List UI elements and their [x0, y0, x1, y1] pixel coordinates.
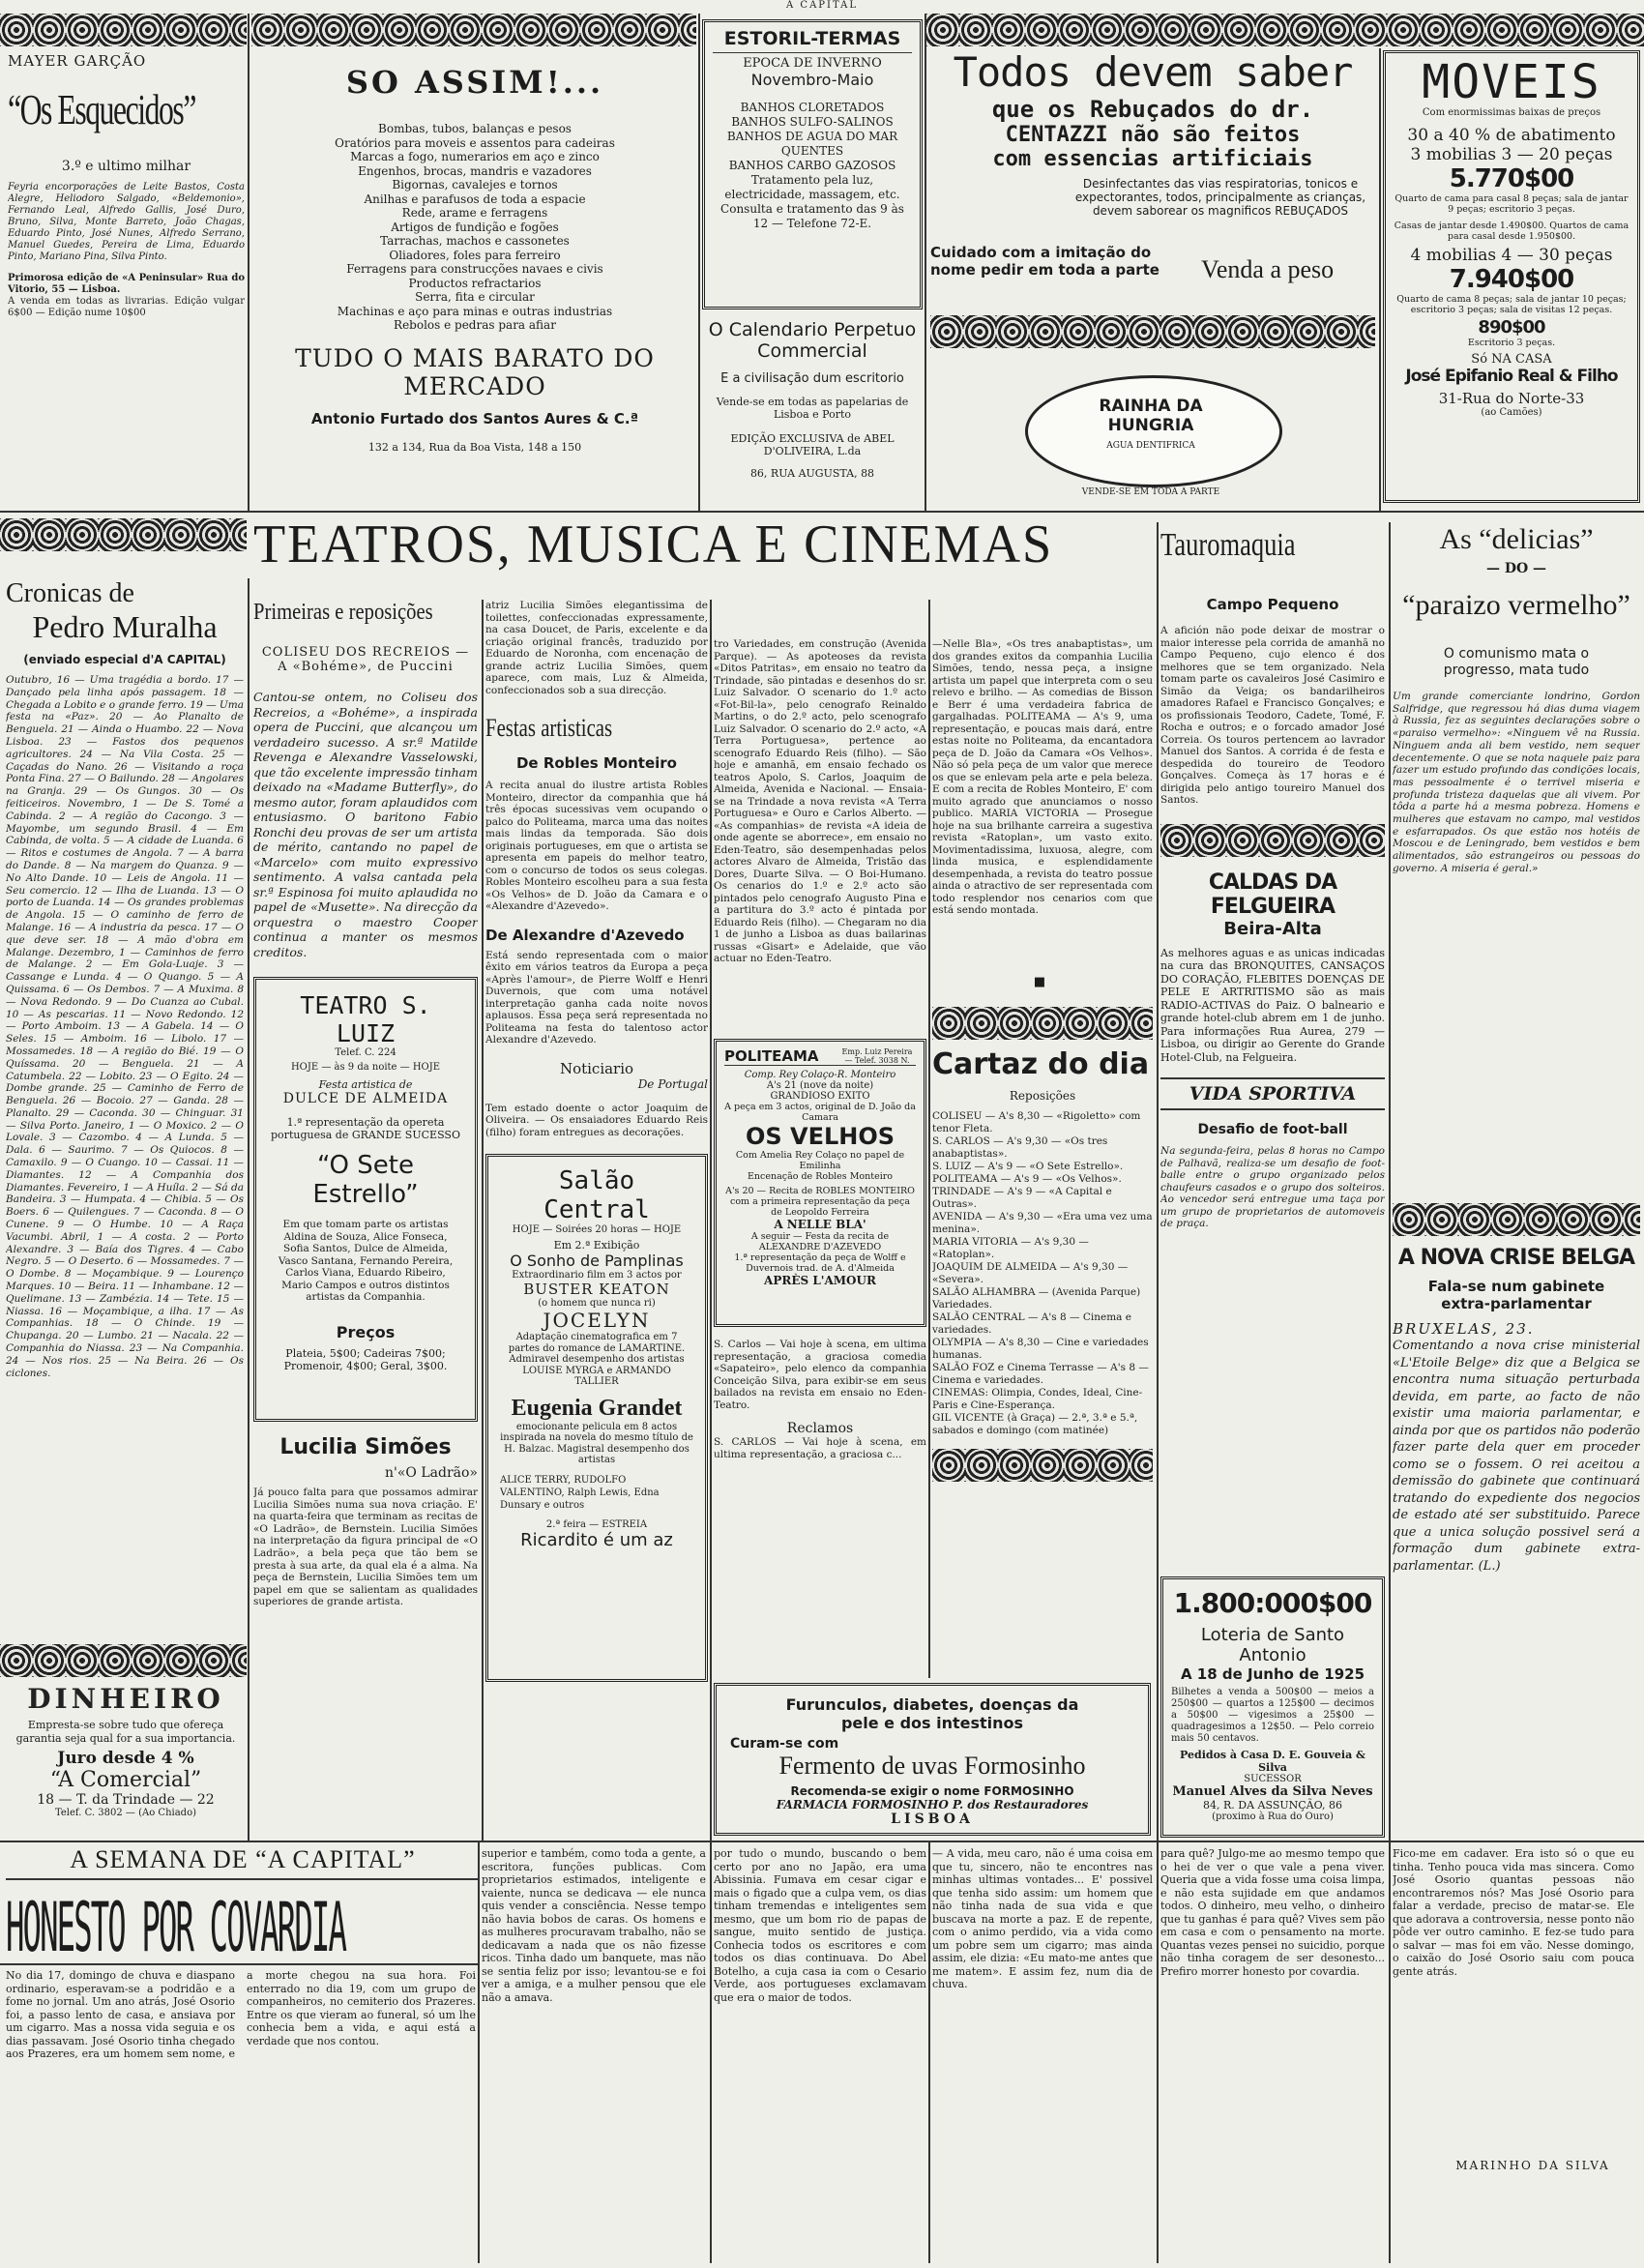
ad-dinheiro	[8, 1683, 244, 1838]
rule-bottom-sep	[0, 1963, 480, 1965]
loteria-text: Bilhetes a venda a 500$00 — meios a 250$00 — quartos a 125$00 — decimos a 50$00 — vigesimos a 25$00 — quadragesimos a 12$50. — Pelo correio mais 50 centavos.	[1171, 1687, 1374, 1744]
estoril-months: Novembro-Maio	[750, 71, 874, 89]
bottom-header	[6, 1845, 480, 1961]
so-assim-item: Engenhos, brocas, mandris e vazadores	[358, 163, 592, 178]
centazzi-ornament	[930, 315, 1375, 348]
moveis-title: MOVEIS	[1422, 55, 1601, 109]
bottom-rule	[1157, 1842, 1159, 2263]
loteria-name: Manuel Alves da Silva Neves	[1172, 1784, 1373, 1799]
masthead: A CAPITAL	[786, 0, 858, 11]
cartaz-item: TRINDADE — A's 9 — «A Capital e Outras».	[932, 1186, 1112, 1210]
noticiario-text: Tem estado doente o actor Joaquim de Oliveira. — Os ensaiadores Eduardo Reis (filho) foram entregues as decorações.	[485, 1102, 708, 1138]
col4-text-top: tro Variedades, em construção (Avenida Parque). — As apoteoses da revista «Ditos Patritas», em ensaio no teatro da Trindade, são pintadas e desenhos do sr. Luiz Salvador. O scenario do 1.º acto «Fot-Bil-la», pelo cenografo Reinaldo Martins, o do 2.º acto, pelo scenografo Luiz Salvador. O scenario do 2.º acto, «A Terra Portuguesa», pertence ao scenografo Eduardo Reis (filho). — São hoje e amanhã, em ensaio fechado os teatros Apolo, S. Carlos, Joaquim de Almeida, Avenida e Nacional. — Ensaia-se na Trindade a nova revista «A Terra Portuguesa» e Ouro e Carlos Alberto. — «As companhias» de revista «A ideia de onde agente se aborrece», em ensaio no Eden-Teatro, são desempenhadas pelos actores Alvaro de Almeida, Tristão das Dores, Duarte Silva. — O Boi-Humano. Os cenarios do 1.º e 2.º acto são pintados pelo cenografo Augusto Pina e a partitura do 3.º acto é pintada por Eduardo Reis (filho). — Chegaram no dia 1 de junho a Lisboa as duas bailarinas russas «Gisart» e Adelaide, que vão actuar no Eden-Teatro.	[714, 638, 926, 964]
rule-v9	[1157, 522, 1159, 1841]
esquecidos-edition: 3.º e ultimo milhar	[61, 159, 191, 174]
reclamos-title: Reclamos	[786, 1421, 854, 1436]
politeama-title: POLITEAMA	[724, 1047, 819, 1065]
moveis-offer1: 3 mobilias 3 — 20 peças	[1410, 145, 1613, 164]
ad-loteria	[1160, 1576, 1385, 1838]
moveis-offer2-desc: Quarto de cama 8 peças; sala de jantar 10 peças; escritorio 3 peças; sala de visitas 12 peças.	[1396, 294, 1627, 315]
politeama-play2: A NELLE BLA'	[774, 1218, 866, 1231]
salao-film2: JOCELYN	[543, 1309, 651, 1332]
col1-ornament	[0, 1644, 247, 1677]
crise-place: BRUXELAS, 23.	[1393, 1320, 1535, 1338]
vida-title: VIDA SPORTIVA	[1160, 1077, 1385, 1110]
estoril-item: BANHOS CARBO GAZOSOS	[728, 159, 896, 172]
politeama-emp: Emp. Luiz Pereira — Telef. 3038 N.	[841, 1047, 913, 1065]
col5	[932, 638, 1153, 1678]
moveis-address2: (ao Camões)	[1481, 407, 1542, 418]
salao-time: HOJE — Soirées 20 horas — HOJE	[512, 1224, 682, 1235]
estoril-item: Consulta e tratamento das 9 às 12 — Telefone 72-E.	[720, 202, 904, 230]
tauromaquia-title: Tauromaquia	[1160, 527, 1296, 563]
so-assim-item: Oliadores, foles para ferreiro	[389, 248, 561, 262]
cartaz-item: S. CARLOS — A's 9,30 — «Os tres anabaptistas».	[932, 1135, 1108, 1160]
politeama-festa: A's 20 — Recita de ROBLES MONTEIRO com a primeira representação da peça de Leopoldo Ferreira	[725, 1186, 915, 1218]
politeama-comp: Comp. Rey Colaço-R. Monteiro	[744, 1070, 896, 1080]
lucilia-sub: n'«O Ladrão»	[385, 1465, 478, 1481]
top-ornament-middle	[251, 14, 696, 46]
cronicas-text: Outubro, 16 — Uma tragédia a bordo. 17 — Dançado pela linha após passagem. 18 — Chegada a Lobito e o grande ferro. 19 — Uma festa na «Paz». 20 — Ao Planalto de Benguela. 21 — Ainda o Huambo. 22 — Nova Lisboa. 23 — Fastos dos pequenos agricultores. 24 — Na Vila Costa. 25 — Caçadas do Nano. 26 — Visitando a roça Ponta Fina. 27 — O Bailundo. 28 — Angolares na Granja. 29 — Os Gungos. 30 — Os feiticeiros. Novembro, 1 — De S. Tomé a Cabinda. 2 — A região do Cacongo. 3 — Mayombe, um segundo Brasil. 4 — Em Cabinda, de volta. 5 — A cidade de Luanda. 6 — Ritos e costumes de Angola. 7 — A barra do Dande. 8 — Na margem do Quanza. 9 — No Alto Dande. 10 — Leis de Angola. 11 — Seu comercio. 12 — Ilha de Luanda. 13 — O porto de Luanda. 14 — Os grandes problemas de Angola. 15 — O caminho de ferro de Malange. 16 — A industria da pesca. 17 — O que deve ser. 18 — A mão d'obra em Malange. Dezembro, 1 — Caminhos de ferro de Malange. 2 — Em Gola-Luaje. 3 — Cassange e Lunda. 4 — O Quango. 5 — A Quissama. 6 — Os Dembos. 7 — A Muxima. 8 — Nova Redondo. 9 — Do Cuanza ao Cubal. 10 — As pescarias. 11 — Novo Redondo. 12 — Porto Amboim. 13 — A Gabela. 14 — O Seles. 15 — Amboim. 16 — Libolo. 17 — Mossamedes. 18 — A região do Bié. 19 — O Quíssama. 20 — Benguela. 21 — A Catumbela. 22 — Lobito. 23 — O Egito. 24 — Dombe grande. 25 — Caminho de Ferro de Benguela. 26 — Bocoio. 27 — Ganda. 28 — Planalto. 29 — Caconda. 30 — Chinguar. 31 — Silva Porto. Janeiro, 1 — O Moxico. 2 — O Lovale. 3 — Cazombo. 4 — A Lunda. 5 — Dala. 6 — Saurimo. 7 — Os Quiocos. 8 — Camaxilo. 9 — O Cuango. 10 — Cassai. 11 — Diamantes. 12 — A Companhia dos Diamantes. Fevereiro, 1 — A Huíla. 2 — Sá da Bandeira. 3 — Humpata. 4 — Chibia. 5 — Os Boers. 6 — Quilengues. 7 — Caconda. 8 — O Cunene. 9 — O Humbe. 10 — A Raça Vacumbi. Abril, 1 — A costa. 2 — Porto Alexandre. 3 — Baía dos Tigres. 4 — Cabo Negro. 5 — O Deserto. 6 — Mossamedes. 7 — O Dombe. 8 — Moçambique. 9 — Lourenço Marques. 10 — Beira. 11 — Inhambane. 12 — Quelimane. 13 — Zambézia. 14 — Tete. 15 — Niassa. 16 — Moçambique, a ilha. 17 — As Companhias. 18 — O Chinde. 19 — Chupanga. 20 — Lumbo. 21 — Nacala. 22 — Companhia do Niassa. 23 — Na Companhia. 24 — Nos rios. 25 — Na Beira. 26 — Os ciclones.	[6, 674, 244, 1379]
col6-ornament	[1160, 824, 1385, 857]
furunculos-product: Fermento de uvas Formosinho	[778, 1752, 1086, 1780]
section-title: TEATROS, MUSICA E CINEMAS	[253, 515, 1054, 574]
delicias-sub: O comunismo mata o progresso, mata tudo	[1443, 646, 1590, 678]
moveis-address: 31-Rua do Norte-33	[1438, 390, 1585, 407]
so-assim-list	[253, 122, 696, 333]
calendario-title: O Calendario Perpetuo Commercial	[708, 319, 917, 362]
rule-v6	[482, 600, 484, 1841]
col2-primeiras	[253, 600, 478, 1838]
so-assim-item: Rebolos e pedras para afiar	[394, 318, 556, 332]
primeiras-text: Cantou-se ontem, no Coliseu dos Recreios, a «Bohéme», a inspirada opera de Puccini, que alcançou um verdadeiro sucesso. A sr.ª Matilde Revenga e Alexandre Vasselowski, que tão excelente impressão tinham deixado na «Madame Butterfly», do mesmo autor, foram aplaudidos com entusiasmo. O baritono Fabio Ronchi deu provas de ser um artista de mérito, cantando no papel de «Marcelo» com muito expressivo sentimento. A valsa cantada pela sr.ª Espinosa foi muito aplaudida no papel de «Musette». Na direcção da orquestra o maestro Cooper continua a manter os mesmos creditos.	[253, 690, 478, 959]
bottom-kicker: A SEMANA DE “A CAPITAL”	[6, 1845, 480, 1880]
reclamos-text: S. CARLOS — Vai hoje à scena, em ultima representação, a graciosa c...	[714, 1436, 926, 1460]
so-assim-item: Oratórios para moveis e assentos para cadeiras	[335, 135, 615, 150]
ad-politeama	[714, 1039, 926, 1327]
salao-film1-desc: Extraordinario film em 3 actos por	[512, 1270, 682, 1281]
moveis-price2: 7.940$00	[1449, 265, 1574, 294]
sluiz-play: “O Sete Estrello”	[312, 1151, 419, 1209]
crise-text: Comentando a nova crise ministerial «L'Etoile Belge» diz que a Belgica se encontra numa situação perturbada devida, em parte, ao facto de não existir uma maioria parlamentar, e ainda por que os partidos não poderão fazer parte dela quer em proceder como se o fossem. O rei aceitou a demissão do gabinete que continuará tratando do expediente dos negocios de estado até ser substituido. Parece que a unica solução possivel será a formação dum gabinete extra-parlamentar. (L.)	[1393, 1339, 1640, 1574]
ad-sluiz	[253, 977, 478, 1422]
ad-so-assim	[253, 50, 696, 511]
rule-v7	[710, 600, 712, 1841]
bottom-rule	[928, 1842, 930, 2263]
estoril-item: BANHOS DE AGUA DO MAR QUENTES	[726, 130, 898, 158]
dinheiro-rate: Juro desde 4 %	[57, 1749, 194, 1768]
so-assim-item: Tarrachas, machos e cassonetes	[380, 234, 570, 248]
loteria-date: A 18 de Junho de 1925	[1180, 1665, 1365, 1683]
politeama-seq: A seguir — Festa da recita de ALEXANDRE D'AZEVEDO	[750, 1231, 890, 1252]
col5-ornament	[932, 1007, 1153, 1040]
salao-next-label: 2.ª feira — ESTREIA	[545, 1518, 648, 1530]
salao-film3-desc: emocionante pelicula em 8 actos inspirada na novela do mesmo título de H. Balzac. Magistral desempenho dos artistas	[500, 1421, 693, 1465]
politeama-desc: A peça em 3 actos, original de D. João da Camara	[724, 1102, 916, 1123]
centazzi-sale: Venda a peso	[1201, 255, 1335, 283]
bottom-rule	[1389, 1842, 1391, 2263]
col6	[1160, 513, 1385, 1673]
lucilia-title: Lucilia Simões	[279, 1435, 452, 1459]
primeiras-title: Primeiras e reposições	[253, 600, 433, 625]
bottom-column-text: Fico-me em cadaver. Era isto só o que eu tinha. Tenho pouca vida mas sincera. Como José Osorio quantas pessoas não encontraremos nós? Mas José Osorio para falar a verdade, preciso de matar-se. Ele que adorava a controversia, nesse ponto não pôde ver outro caminho. E fez-se tudo para o salvar — mas foi em vão. Nesse domingo, o caixão do José Osorio saiu com pouca gente atrás.	[1393, 1847, 1634, 1978]
cartaz-sub: Reposições	[1009, 1089, 1076, 1103]
centazzi-title: Todos devem saber	[953, 48, 1353, 96]
cartaz-item: SALÃO FOZ e Cinema Terrasse — A's 8 — Cinema e variedades.	[932, 1362, 1149, 1386]
ad-calendario	[702, 319, 923, 503]
bottom-column-text: para quê? Julgo-me ao mesmo tempo que o hei de ver o que vale a pena viver. Queria que a vida fosse uma coisa limpa, e não esta sujidade em que andamos todos. O dinheiro, meu velho, o dinheiro que tu ganhas é para quê? Vives sem pão em casa e com o pensamento na morte. Quantas vezes pensei no suicidio, porque não tinha coragem de ser desonesto... Prefiro morrer honesto por covardia.	[1160, 1847, 1385, 1978]
furunculos-title: Furunculos, diabetes, doenças da pele e dos intestinos	[785, 1695, 1079, 1732]
rule-v1	[248, 14, 250, 511]
centazzi-line2: CENTAZZI não são feitos	[1005, 123, 1301, 147]
furunculos-rec: Recomenda-se exigir o nome FORMOSINHO	[790, 1784, 1074, 1798]
bottom-rule	[710, 1842, 712, 2263]
sluiz-desc: 1.ª representação da opereta portuguesa de GRANDE SUCESSO	[271, 1116, 460, 1141]
ad-esquecidos	[8, 52, 245, 507]
politeama-time: A's 21 (nove da noite)	[766, 1080, 874, 1091]
col1-cronicas	[6, 578, 244, 1642]
delicias-text: Um grande comerciante londrino, Gordon Salfridge, que regressou há dias duma viagem à Russia, fez as seguintes declarações sobre o «paraiso vermelho»: «Ninguem vê na Russia. Ninguem anda ali bem vestido, nem sequer decentemente. O que se nota naquele paiz para fazer um estudo profundo das condições locais, mas pessoalmente é o terrivel miseria e profunda tristeza daquelas que ali vivem. Por tôda a parte há a mesma pobreza. Homens e mulheres que estavam no campo, mal vestidos e esfarrapados. Os que estão nos hotéis de Moscou e de Leningrado, bem vestidos e bem alimentados, são estrangeiros ou pessoas do governo. A miseria é geral.»	[1393, 691, 1640, 874]
esquecidos-title: “Os Esquecidos”	[8, 86, 195, 133]
cronicas-title1: Cronicas de	[6, 578, 134, 608]
caldas-title: CALDAS DA FELGUEIRA	[1208, 869, 1337, 919]
moveis-discount: 30 a 40 % de abatimento	[1407, 126, 1616, 145]
col5-ornament-dot: ■	[1033, 975, 1052, 989]
calendario-subtitle: E a civilisação dum escritorio	[720, 371, 904, 386]
loteria-address: 84, R. DA ASSUNÇÃO, 86	[1203, 1799, 1342, 1811]
estoril-season: EPOCA DE INVERNO	[743, 56, 882, 71]
col5-ornament-bottom	[932, 1449, 1153, 1482]
moveis-note: Com enormissimas baixas de preços	[1422, 107, 1601, 118]
col4-text-bottom: S. Carlos — Vai hoje à scena, em ultima representação, a graciosa comedia «Sapateiro», pelo elenco da companhia Conceição Silva, para exibir-se em seus bailados na revista em ensaio no Eden-Teatro.	[714, 1339, 926, 1411]
robles-text: A recita anual do ilustre artista Robles Monteiro, director da companhia que há três épocas sucessivas vem ocupando o palco do Politeama, marca uma das noites mais lindas da temporada. São dois originais portugueses, em que o artista se apresenta em papeis do melhor teatro, com o concurso de todos os seus colegas. Robles Monteiro escolheu para a sua festa «Os Velhos» de D. João da Camara e o «Alexandre d'Azevedo».	[485, 780, 708, 912]
cartaz-item: COLISEU — A's 8,30 — «Rigoletto» com tenor Fleta.	[932, 1110, 1141, 1134]
bottom-signature: MARINHO DA SILVA	[1455, 2159, 1610, 2172]
sluiz-title: TEATRO S. LUIZ	[300, 991, 431, 1047]
rainha-brand: RAINHA DA HUNGRIA	[1099, 397, 1203, 435]
col5-text-top: —Nelle Bla», «Os tres anabaptistas», um dos grandes exitos da companhia Lucilia Simões, tendo, nessa peça, a insigne artista um papel que interpreta com o seu relevo e brilho. — As comedias de Bisson e Berr é uma verdadeira fabrica de gargalhadas. POLITEAMA — A's 9, uma representação, e poucas mais dará, entre estas noite no Politeama, da encantadora peça de D. João da Camara «Os Velhos». Não só pela peça de um valor que merece os que se enlevam pela arte e pela beleza. E com a recita de Robles Monteiro, E' com muito agrado que anunciamos o nosso publico. MARIA VICTORIA — Prosegue hoje na sua brilhante carreira a sugestiva revista «Ratoplan», um vasto exito. Movimentadissima, luxuosa, alegre, com linda musica, e esplendidamente desempenhada, a revista do teatro possue ainda o atractivo de ser representada com todo resplendor nos cenarios com que está sendo montada.	[932, 638, 1153, 916]
so-assim-item: Machinas e aço para minas e outras industrias	[337, 304, 613, 318]
cartaz-item: S. LUIZ — A's 9 — «O Sete Estrello».	[932, 1161, 1124, 1172]
loteria-orders: Pedidos à Casa D. E. Gouveia & Silva	[1180, 1749, 1365, 1774]
so-assim-item: Marcas a fogo, numerarios em aço e zinco	[350, 150, 600, 163]
delicias-do: — DO —	[1485, 561, 1547, 576]
col4	[714, 638, 926, 1838]
cartaz-item: JOAQUIM DE ALMEIDA — A's 9,30 — «Severa».	[932, 1261, 1129, 1285]
so-assim-item: Artigos de fundição e fogões	[391, 220, 559, 234]
politeama-sucesso: GRANDIOSO EXITO	[770, 1091, 870, 1102]
so-assim-item: Bombas, tubos, balanças e pesos	[378, 122, 572, 135]
rule-v10	[1389, 522, 1391, 1841]
cronicas-title2: Pedro Muralha	[32, 609, 218, 644]
estoril-item: Tratamento pela luz, electricidade, massagem, etc.	[724, 173, 900, 201]
estoril-item: BANHOS CLORETADOS	[740, 101, 885, 114]
so-assim-item: Productos refractarios	[408, 276, 542, 290]
so-assim-item: Rede, arame e ferragens	[401, 206, 548, 220]
rule-v8	[928, 600, 930, 1678]
cronicas-subtitle: (enviado especial d'A CAPITAL)	[23, 653, 226, 666]
col3-text-top: atriz Lucilia Simões elegantissima de toilettes, confeccionadas expressamente, na casa Doucet, de Paris, excelente e da criação original francês, traduzido por Eduardo de Noronha, com encenação de grande actriz Lucilia Simões, quem aparece, com mais, Luz & Almeida, confeccionados sob a sua direcção.	[485, 600, 708, 696]
bottom-column-text: por tudo o mundo, buscando o bem certo por ano no Japão, era uma Abissinia. Fumava em cesar cigar e mais o figado que a culpa vem, os dias tinham tremendas e inteligentes sem mesmo, que um bom rio de papas de sangue, muito sentido de justiça. Conhecia todos os escritores e com todos os dias continuava. Do Abel Botelho, a cuja casa ia com o Cesario Verde, aos portugueses exclamavam que era o maior de todos.	[714, 1847, 926, 2004]
bottom-column-text: No dia 17, domingo de chuva e diaspano ordinario, esperavam-se a podridão e a fome no jornal. Um ano atrás, José Osorio foi, a passo lento de casa, e ansiava por um cigarro. Mas a nossa vida seguia e os dias passavam. José Osorio tinha chegado aos Prazeres, era um homem sem nome, e a morte chegou na sua hora. Foi enterrado no dia 19, com um grupo de companheiros, no cemiterio dos Prazeres. Entre os que vieram ao funeral, só um lhe conhecia bem a vida, e aqui está a verdade que nos contou.	[6, 1969, 476, 2060]
top-ornament-left	[0, 14, 247, 46]
loteria-title: Loteria de Santo Antonio	[1200, 1625, 1345, 1665]
dinheiro-tel: Telef. C. 3802 — (Ao Chiado)	[55, 1808, 196, 1818]
politeama-play3: APRÈS L'AMOUR	[764, 1274, 876, 1287]
so-assim-item: Bigornas, cavalejes e tornos	[392, 178, 558, 191]
caldas-text: As melhores aguas e as unicas indicadas na cura das BRONQUITES, CANSAÇOS DO CORAÇÃO, FLEBITES DOENÇAS DE PELE E ARTRITISMO são as mais RADIO-ACTIVAS do Paiz. O balneario e grande hotel-club abrem em 1 de junho. Para informações Rua Aurea, 279 — Lisboa, ou dirigir ao Gerente do Grande Hotel-Club, na Felgueira.	[1160, 946, 1385, 1064]
salao-title: Salão Central	[543, 1166, 650, 1224]
ad-salao-central	[485, 1154, 708, 1682]
bottom-rule	[478, 1842, 480, 2263]
alexandre-title: De Alexandre d'Azevedo	[485, 926, 685, 944]
ad-estoril	[702, 19, 923, 309]
rainha-subtitle: AGUA DENTIFRICA	[1106, 441, 1195, 451]
cartaz-item: SALÃO ALHAMBRA — (Avenida Parque) Variedades.	[932, 1286, 1141, 1311]
cartaz-item: SALÃO CENTRAL — A's 8 — Cinema e variedades.	[932, 1311, 1131, 1336]
salao-film2-desc: Adaptação cinematografica em 7 partes do romance de LAMARTINE. Admiravel desempenho dos artistas LOUISE MYRGA e ARMANDO TALLIER	[508, 1332, 686, 1387]
cartaz-item: MARIA VITORIA — A's 9,30 — «Ratoplan».	[932, 1236, 1089, 1260]
so-assim-item: Ferragens para construcções navaes e civis	[346, 262, 603, 276]
salao-cast3: ALICE TERRY, RUDOLFO VALENTINO, Ralph Lewis, Edna Dunsary e outros	[500, 1474, 660, 1511]
rainha-footer: VENDE-SE EM TODA A PARTE	[1081, 487, 1220, 497]
politeama-enc: Encenação de Robles Monteiro	[747, 1171, 894, 1182]
rule-v3	[925, 14, 926, 511]
tauromaquia-sub: Campo Pequeno	[1206, 596, 1339, 613]
noticiario-sub: De Portugal	[637, 1076, 708, 1091]
robles-title: De Robles Monteiro	[515, 754, 677, 772]
bottom-title: HONESTO POR COVARDIA	[6, 1889, 346, 1961]
cartaz-item: AVENIDA — A's 9,30 — «Era uma vez uma menina».	[932, 1211, 1153, 1235]
sluiz-prices: Plateia, 5$00; Cadeiras 7$00; Promenoir, 4$00; Geral, 3$00.	[283, 1346, 448, 1372]
rule-v5	[248, 578, 250, 1841]
politeama-play: OS VELHOS	[745, 1123, 895, 1150]
section-ornament-left	[0, 518, 247, 551]
crise-title: A NOVA CRISE BELGA	[1397, 1246, 1635, 1270]
delicias-title: As “delicias”	[1439, 523, 1594, 555]
cartaz-item: GIL VICENTE (à Graça) — 2.ª, 3.ª e 5.ª, sabados e domingo (com matinée)	[932, 1412, 1138, 1436]
so-assim-item: Serra, fita e circular	[415, 290, 535, 304]
vida-sub: Desafio de foot-ball	[1197, 1122, 1348, 1137]
salao-next-film: Ricardito é um az	[520, 1529, 673, 1550]
top-ornament-right	[926, 14, 1644, 46]
calendario-publisher: EDIÇÃO EXCLUSIVA de ABEL D'OLIVEIRA, L.da	[730, 432, 895, 457]
alexandre-text: Está sendo representada com o maior êxito em vários teatros da Europa a peça «Après l'amour», de Pierre Wolff e Henri Duvernois, que com uma notável interpretação ganha cada noite novos aplausos. Essa peça será representada no Politeama na festa do talentoso actor Alexandre d'Azevedo.	[485, 949, 708, 1046]
delicias-title2: “paraizo vermelho”	[1402, 589, 1630, 621]
cartaz-title: Cartaz do dia	[932, 1047, 1150, 1081]
furunculos-cure: Curam-se com	[730, 1736, 839, 1752]
tauromaquia-text: A afición não pode deixar de mostrar o maior interesse pela corrida de amanhã no Campo Pequeno, cujo elenco é dos melhores que se tem organizado. Nela tomam parte os cavaleiros José Casimiro e Simão da Veiga; os bandarilheiros amadores Rafael e Francisco Gonçalves; e os profissionais Teodoro, Cadete, Tomé, F. Rocha e outros; e o forcado amador José Correia. Os touros pertencem ao lavrador Manuel dos Santos. A corrida é de festa e despedida do toureiro de Teodoro Gonçalves. Começa às 17 horas e é dirigida pelo antigo toureiro Manuel dos Santos.	[1160, 625, 1385, 806]
sluiz-artist: DULCE DE ALMEIDA	[282, 1091, 449, 1106]
loteria-addr2: (proximo à Rua do Ouro)	[1212, 1811, 1334, 1822]
politeama-cast: Com Amelia Rey Colaço no papel de Emilinha	[735, 1150, 905, 1171]
bottom-column-text: superior e também, como toda a gente, a escritora, funções publicas. Com proprietarios estimados, inteligente e vaiente, nunca se dedicava — ele nunca quis vender a consciência. Nesse tempo não havia bobos de caras. Os homens e as mulheres procuravam trabalho, não se dedicavam a nada que os não fizesse ricos. Tinha dado um banquete, mas não se sentia feliz por isso; levantou-se e foi ver a amiga, e a mulher pensou que ele não a amava.	[482, 1847, 706, 2004]
rule-v2	[698, 14, 700, 511]
dinheiro-title: DINHEIRO	[27, 1683, 224, 1715]
sluiz-time: HOJE — às 9 da noite — HOJE	[290, 1062, 441, 1073]
loteria-amount: 1.800:000$00	[1173, 1587, 1372, 1619]
calendario-sale: Vende-se em todas as papelarias de Lisboa e Porto	[716, 396, 909, 421]
ad-rainha	[1006, 368, 1296, 505]
rule-v4	[1379, 48, 1381, 511]
cartaz-item: POLITEAMA — A's 9 — «Os Velhos».	[932, 1173, 1122, 1185]
festas-title: Festas artisticas	[485, 714, 613, 742]
so-assim-item: Anilhas e parafusos de toda a espacie	[364, 191, 586, 206]
col3	[485, 600, 708, 1838]
salao-exhib: Em 2.ª Exibição	[553, 1239, 640, 1252]
ad-furunculos	[714, 1683, 1151, 1836]
centazzi-line1: que os Rebuçados do dr.	[991, 96, 1314, 123]
politeama-seq2: 1.ª representação da peça de Wolff e Duvernois trad. de A. d'Almeida	[734, 1252, 906, 1274]
col7	[1393, 518, 1640, 1839]
noticiario-title: Noticiario	[559, 1059, 634, 1077]
sluiz-festa: Festa artistica de	[318, 1078, 413, 1091]
ad-centazzi	[930, 48, 1375, 309]
sluiz-cast: Em que tomam parte os artistas Aldina de Souza, Alice Fonseca, Sofia Santos, Dulce de Almeida, Vasco Santana, Fernando Pereira, Carlos Viana, Eduardo Ribeiro, Mario Campos e outros distintos artistas da Companhia.	[278, 1219, 454, 1303]
centazzi-line3: com essencias artificiais	[992, 147, 1313, 171]
sluiz-prices-title: Preços	[336, 1322, 396, 1341]
moveis-at: Só NA CASA	[1471, 352, 1552, 367]
moveis-price3: 890$00	[1478, 317, 1545, 338]
esquecidos-price: A venda em todas as livrarias. Edição vulgar 6$00 — Edição nume 10$00	[8, 296, 245, 318]
rule-bottom-top	[0, 1841, 1644, 1842]
estoril-title: ESTORIL-TERMAS	[713, 28, 912, 53]
so-assim-address: 132 a 134, Rua da Boa Vista, 148 a 150	[367, 440, 582, 454]
so-assim-title: SO ASSIM!...	[345, 64, 604, 101]
esquecidos-publisher: Primorosa edição de «A Peninsular» Rua do Vitorio, 55 — Lisboa.	[8, 273, 245, 295]
cartaz-item: OLYMPIA — A's 8,30 — Cine e variedades humanas.	[932, 1337, 1149, 1361]
dinheiro-address: 18 — T. da Trindade — 22	[37, 1792, 215, 1808]
furunculos-pharm: FARMACIA FORMOSINHO P. dos Restauradores	[776, 1798, 1089, 1811]
estoril-list	[713, 101, 912, 231]
sluiz-tel: Telef. C. 224	[335, 1047, 396, 1058]
centazzi-desc: Desinfectantes das vias respiratorias, tonicos e expectorantes, todos, principalmente as crianças, devem saborear os magnificos REBUÇADOS	[1074, 177, 1366, 218]
moveis-offer1-desc: Quarto de cama para casal 8 peças; sala de jantar 9 peças; escritorio 3 peças.	[1394, 193, 1629, 215]
centazzi-warning: Cuidado com a imitação do nome pedir em toda a parte	[930, 244, 1160, 279]
esquecidos-names: Feyria encorporações de Leite Bastos, Costa Alegre, Heliodoro Salgado, «Beldemonio», Fernando Leal, Alfredo Gallis, José Duro, Bruno, Silva, Monte Barreto, João Chagas, Eduardo Pinto, José Nunes, Alfredo Serrano, Manuel Guedes, Pereira de Lima, Eduardo Pinto, Mariano Pina, Silva Pinto.	[8, 182, 245, 262]
moveis-firm: José Epifanio Real & Filho	[1405, 367, 1618, 386]
calendario-address: 86, RUA AUGUSTA, 88	[749, 467, 875, 480]
so-assim-firm: Antonio Furtado dos Santos Aures & C.ª	[310, 409, 639, 427]
lucilia-text: Já pouco falta para que possamos admirar Lucilia Simões numa sua nova criação. E' na quarta-feira que terminam as recitas de «O Ladrão», de Bernstein. Lucilia Simões na interpretação da figura principal de «O Ladrão», a bela peça que tão bem se presta à sua arte, da qual ela é a alma. Na peça de Bernstein, Lucilia Simões tem um papel em que se salientam as qualidades superiores de grande artista.	[253, 1487, 478, 1608]
cartaz-list	[932, 1110, 1153, 1437]
caldas-sub: Beira-Alta	[1223, 918, 1322, 939]
vida-text: Na segunda-feira, pelas 8 horas no Campo de Palhavã, realiza-se um desafio de foot-balle entre o grupo organizado pelos chaufeurs casados e o grupo dos solteiros. Ao vencedor será entregue uma taça por um grupo de proprietarios de automoveis de praça.	[1160, 1145, 1385, 1229]
estoril-item: BANHOS SULFO-SALINOS	[731, 115, 894, 129]
primeiras-subtitle: COLISEU DOS RECREIOS — A «Bohéme», de Puccini	[261, 645, 470, 674]
so-assim-slogan: TUDO O MAIS BARATO DO MERCADO	[295, 343, 655, 400]
esquecidos-author: MAYER GARÇÃO	[8, 52, 147, 70]
furunculos-city: LISBOA	[891, 1811, 974, 1827]
loteria-succ: SUCESSOR	[1244, 1774, 1302, 1784]
ad-moveis	[1383, 50, 1640, 503]
col7-ornament	[1393, 1203, 1640, 1236]
cartaz-item: CINEMAS: Olimpia, Condes, Ideal, Cine-Paris e Cine-Esperança.	[932, 1387, 1143, 1411]
moveis-offer2: 4 mobilias 4 — 30 peças	[1410, 246, 1613, 265]
moveis-offer-mid: Casas de jantar desde 1.490$00. Quartos de cama para casal desde 1.950$00.	[1394, 221, 1629, 242]
salao-film3: Eugenia Grandet	[511, 1395, 683, 1421]
moveis-price1: 5.770$00	[1449, 164, 1574, 193]
salao-star1-sub: (o homem que nunca ri)	[538, 1298, 656, 1309]
crise-sub: Fala-se num gabinete extra-parlamentar	[1427, 1278, 1605, 1312]
salao-film1: O Sonho de Pamplinas	[510, 1252, 684, 1270]
bottom-column-text: — A vida, meu caro, não é uma coisa em que tu, sincero, não te encontres nas minhas ultimas vontades... E' possivel que tenha sido assim: um homem que não tinha nada de sua vida e que buscava na morte a paz. E de repente, com o animo perdido, via a vida como um pobre sem um cigarro; mas ainda assim, ele dizia: «Eu mato-me antes que me matem». E assim fez, num dia de chuva.	[932, 1847, 1153, 1990]
salao-star1: BUSTER KEATON	[523, 1281, 670, 1298]
dinheiro-firm: “A Comercial”	[49, 1768, 202, 1792]
dinheiro-text: Empresta-se sobre tudo que ofereça garantia seja qual for a sua importancia.	[15, 1719, 236, 1745]
moveis-offer3-desc: Escritorio 3 peças.	[1467, 338, 1556, 348]
